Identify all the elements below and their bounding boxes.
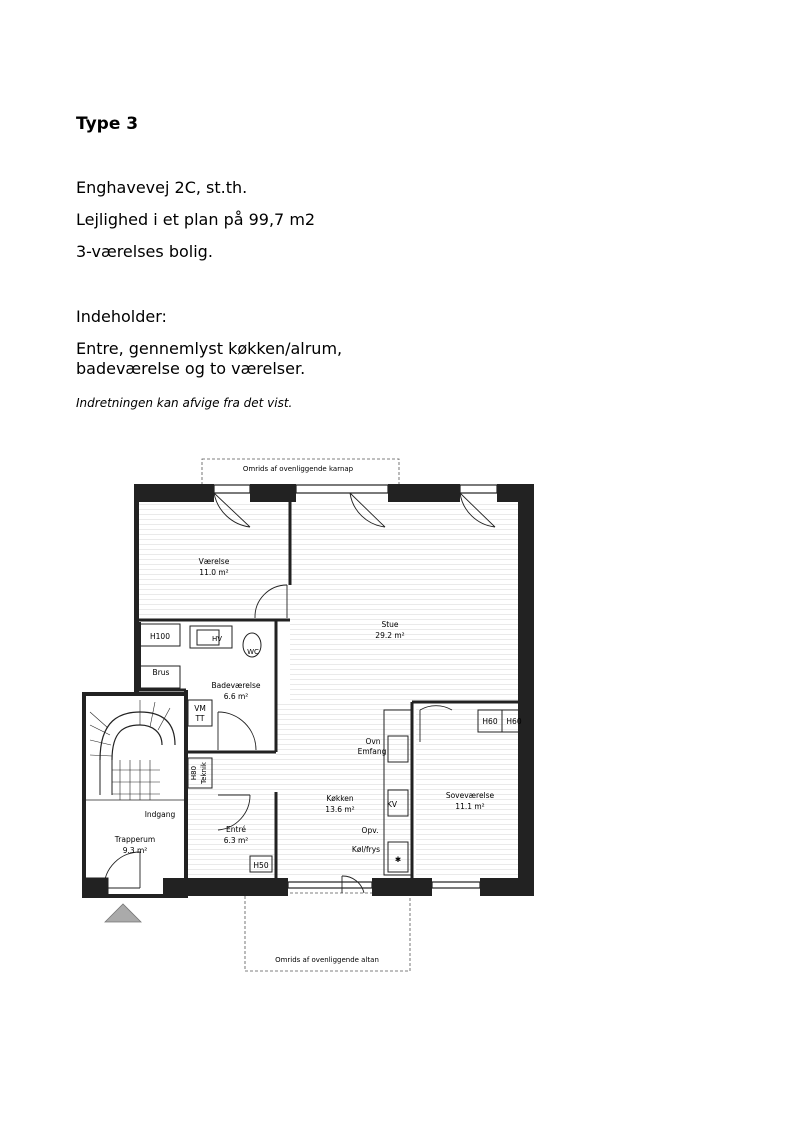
freezer-icon: ✱ bbox=[394, 855, 402, 864]
label-h80: H80 bbox=[190, 765, 198, 781]
room-trapperum-area: 9.3 m² bbox=[122, 846, 148, 855]
room-bad-name: Badeværelse bbox=[211, 681, 261, 690]
label-hv: HV bbox=[211, 635, 223, 643]
room-bad-area: 6.6 m² bbox=[223, 692, 249, 701]
address-line: Enghavevej 2C, st.th. bbox=[76, 178, 248, 197]
label-teknik: Teknik bbox=[200, 762, 208, 784]
label-h60-b: H60 bbox=[506, 717, 522, 726]
room-entre-name: Entré bbox=[226, 825, 246, 834]
contents-line-1: Entre, gennemlyst køkken/alrum, bbox=[76, 339, 343, 358]
label-ovn: Ovn bbox=[365, 737, 381, 746]
page-title: Type 3 bbox=[76, 114, 139, 134]
room-vaerelse-area: 11.0 m² bbox=[199, 568, 229, 577]
label-brus: Brus bbox=[152, 668, 170, 677]
label-vm: VM bbox=[194, 704, 206, 713]
entrance-arrow-icon bbox=[105, 904, 141, 922]
room-sove-name: Soveværelse bbox=[445, 791, 495, 800]
room-vaerelse-name: Værelse bbox=[198, 557, 230, 566]
label-opv: Opv. bbox=[361, 826, 379, 835]
label-emfang: Emfang bbox=[357, 747, 387, 756]
area-line: Lejlighed i et plan på 99,7 m2 bbox=[76, 210, 316, 229]
label-h100: H100 bbox=[150, 632, 170, 641]
floor-fill bbox=[139, 502, 518, 878]
balcony-outline-label: Omrids af ovenliggende altan bbox=[275, 956, 379, 964]
room-stue-name: Stue bbox=[381, 620, 399, 629]
room-sove-area: 11.1 m² bbox=[455, 802, 485, 811]
room-trapperum-name: Trapperum bbox=[114, 835, 156, 844]
label-kv: KV bbox=[386, 800, 398, 809]
label-h50: H50 bbox=[253, 861, 269, 870]
stairwell bbox=[84, 694, 186, 896]
label-kolfrys: Køl/frys bbox=[351, 845, 381, 854]
room-stue-area: 29.2 m² bbox=[375, 631, 405, 640]
room-entre-area: 6.3 m² bbox=[223, 836, 249, 845]
disclaimer: Indretningen kan afvige fra det vist. bbox=[76, 396, 293, 410]
label-tt: TT bbox=[195, 714, 205, 723]
rooms-line: 3-værelses bolig. bbox=[76, 242, 213, 261]
room-koekken-name: Køkken bbox=[326, 794, 354, 803]
label-indgang: Indgang bbox=[144, 810, 176, 819]
contents-line-2: badeværelse og to værelser. bbox=[76, 359, 306, 378]
room-koekken-area: 13.6 m² bbox=[325, 805, 355, 814]
contents-heading: Indeholder: bbox=[76, 307, 167, 326]
label-wc: WC bbox=[247, 648, 259, 656]
label-h60-a: H60 bbox=[482, 717, 498, 726]
bay-outline-label: Omrids af ovenliggende karnap bbox=[242, 465, 354, 473]
